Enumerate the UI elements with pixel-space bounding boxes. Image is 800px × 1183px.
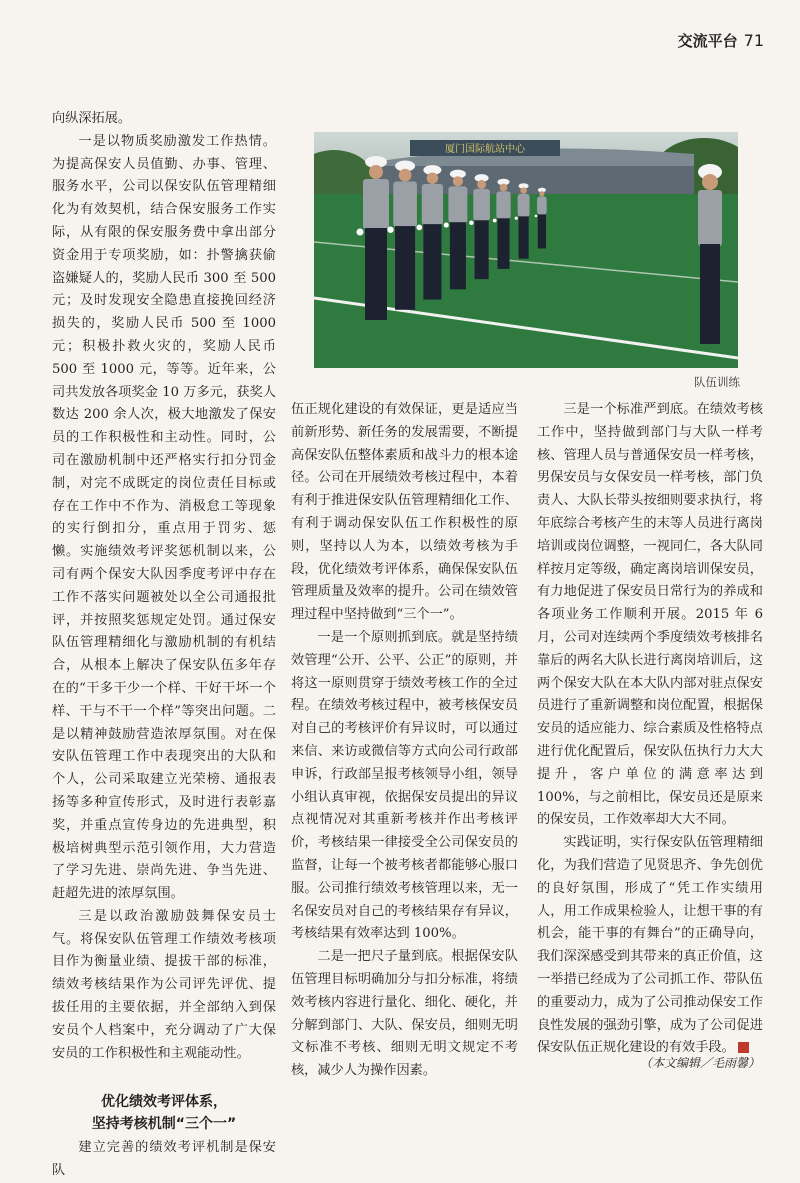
paragraph: 三是一个标准严到底。在绩效考核工作中，坚持做到部门与大队一样考核、管理人员与普通保安员一样考核，男保安员与女保安员一样考核，部门负责人、大队长带头按细则要求执行，将年底综合考核产生的末等人员进行离岗培训或岗位调整，一视同仁，各大队同样按月定等级，确定离岗培训保安员，有力地促进了保安员日常行为的养成和各项业务工作顺利开展。2015 年 6 月，公司对连续两个季度绩效考核排名靠后的两名大队长进行离岗培训后，这两个保安大队在本大队内部对驻点保安员进行了重新调整和岗位配置，根据保安员的适应能力、综合素质及性格特点进行优化配置后，保安队伍执行力大大提升，客户单位的满意率达到 100%，与之前相比，保安员还是原来的保安员，工作效率却大大不同。 [537, 402, 763, 828]
section-subheading [52, 1091, 276, 1135]
paragraph: 一是一个原则抓到底。就是坚持绩效管理“公开、公平、公正”的原则，并将这一原则贯穿于绩效考核工作的全过程。在绩效考核过程中，被考核保安员对自己的考核评价有异议时，可以通过来信、来访或微信等方式向公司行政部申诉，行政部呈报考核领导小组，领导小组认真审视，依据保安员提出的异议点视情况对其重新考核并作出考核评价，考核结果一律接受全公司保安员的监督，让每一个被考核者都能够心服口服。公司推行绩效考核管理以来，无一名保安员对自己的考核结果存有异议，考核结果有效率达到 100%。 [291, 629, 518, 942]
paragraph: 实践证明，实行保安队伍管理精细化，为我们营造了见贤思齐、争先创优的良好氛围，形成了“凭工作实绩用人，用工作成果检验人，让想干事的有机会，能干事的有舞台”的正确导向，我们深深感受到其带来的真正价值，这一举措已经成为了公司抓工作、带队伍的重要动力，成为了公司推动保安工作良性发展的强劲引擎，成为了公司促进保安队伍正规化建设的有效手段。 [537, 835, 763, 1056]
section-title: 交流平台 [677, 32, 738, 50]
end-mark-icon [738, 1042, 749, 1053]
banner-text: 厦门国际航站中心 [445, 144, 525, 155]
page-number: 71 [743, 31, 764, 50]
column-right [537, 399, 763, 1060]
photo-caption: 队伍训练 [694, 375, 740, 389]
paragraph: 伍正规化建设的有效保证，更是适应当前新形势、新任务的发展需要，不断提高保安队伍整体素质和战斗力的根本途径。公司在开展绩效考核过程中，本着有利于推进保安队伍管理精细化工作、有利于调动保安队伍工作积极性的原则，坚持以人为本，以绩效考核为手段，优化绩效考评体系，确保保安队伍管理质量及效率的提升。公司在绩效管理过程中坚持做到“三个一”。 [291, 402, 518, 623]
editor-credit: （本文编辑／毛雨馨） [639, 1056, 760, 1070]
subheading-line-2: 坚持考核机制“三个一” [91, 1116, 237, 1133]
paragraph: 三是以政治激励鼓舞保安员士气。将保安队伍管理工作绩效考核项目作为衡量业绩、提拔干部的标准，绩效考核结果作为公司评先评优、提拔任用的主要依据，并全部纳入到保安员个人档案中，充分调动了广大保安员的工作积极性和主观能动性。 [52, 908, 276, 1061]
paragraph: 向纵深拓展。 [52, 111, 132, 126]
paragraph: 一是以物质奖励激发工作热情。为提高保安人员值勤、办事、管理、服务水平，公司以保安队伍管理精细化为有效契机，结合保安服务工作实际，从有限的保安服务费中拿出部分资金用于专项奖励，如：扑警擒获偷盗嫌疑人的，奖励人民币 300 至 500 元；及时发现安全隐患直接挽回经济损失的，奖励人民币 500 至 1000 元；积极扑救火灾的，奖励人民币 500 至 1000 元，等等。近年来，公司共发放各项奖金 10 万多元，获奖人数达 200 余人次，极大地激发了保安员的工作积极性和主动性。同时，公司在激励机制中还严格实行扣分罚金制，对完不成既定的岗位责任目标或存在工作中不作为、消极怠工等现象的实行倒扣分，重点用于罚劣、惩懒。实施绩效考评奖惩机制以来，公司有两个保安大队因季度考评中存在工作不落实问题被处以全公司通报批评，并按照奖惩规定处罚。通过保安队伍管理精细化与激励机制的有机结合，从根本上解决了保安队伍多年存在的“干多干少一个样、干好干坏一个样、干与不干一个样”等突出问题。二是以精神鼓励营造浓厚氛围。对在保安队伍管理工作中表现突出的大队和个人，公司采取建立光荣榜、通报表扬等多种宣传形式，及时进行表彰嘉奖，并重点宣传身边的先进典型，积极培树典型示范引领作用，大力营造了学习先进、崇尚先进、争当先进、赶超先进的浓厚氛围。 [52, 133, 276, 902]
team-training-photo [314, 132, 738, 368]
subheading-line-1: 优化绩效考评体系， [101, 1094, 227, 1111]
page-header [678, 30, 764, 51]
column-middle [291, 399, 518, 1083]
column-left [52, 108, 276, 1183]
paragraph: 建立完善的绩效考评机制是保安队 [52, 1140, 276, 1179]
paragraph: 二是一把尺子量到底。根据保安队伍管理目标明确加分与扣分标准，将绩效考核内容进行量化、细化、硬化，并分解到部门、大队、保安员，细则无明文标准不考核、细则无明文规定不考核，减少人为操作因素。 [291, 949, 518, 1079]
